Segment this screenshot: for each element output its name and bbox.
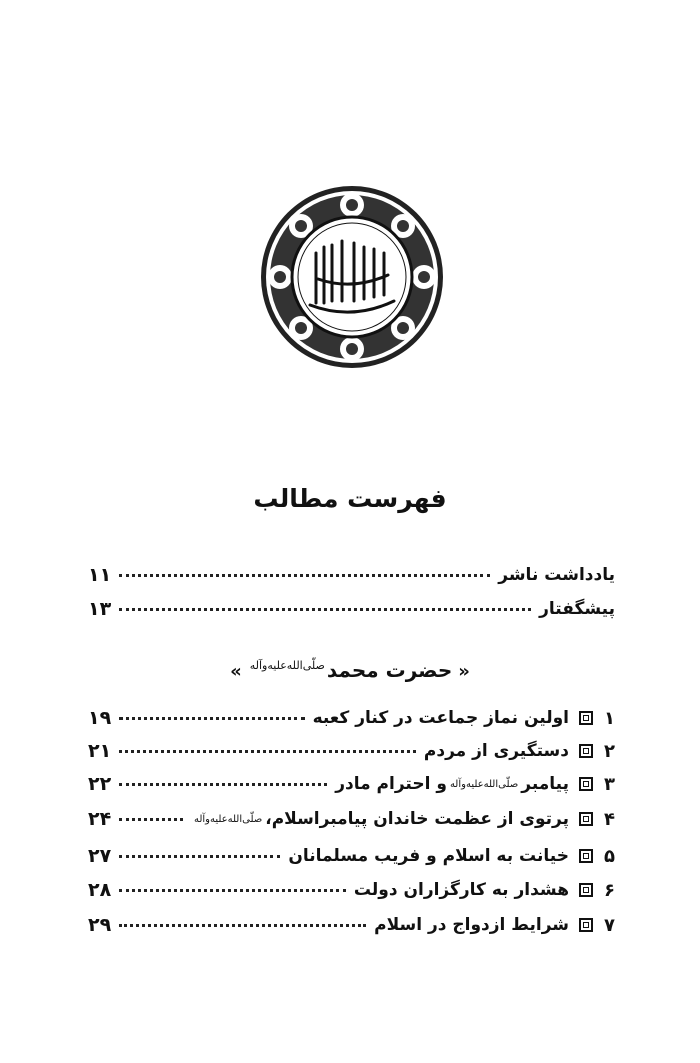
square-bullet-icon <box>579 812 593 826</box>
bismillah-medallion-icon <box>258 183 446 371</box>
leader-dots <box>119 717 304 720</box>
honorific-mark: صلّی‌الله‌علیه‌وآله <box>193 813 263 825</box>
leader-dots <box>119 818 183 821</box>
leader-dots <box>119 574 490 577</box>
square-bullet-icon <box>579 777 593 791</box>
entry-number: ۱ <box>604 707 615 729</box>
toc-entry-title: شرایط ازدواج در اسلام <box>374 915 569 935</box>
entry-number: ۷ <box>604 914 615 936</box>
section-heading <box>0 658 700 682</box>
toc-entry-title-cont: و احترام مادر <box>335 774 447 794</box>
toc-row[interactable] <box>88 736 615 766</box>
toc-row[interactable] <box>88 841 615 871</box>
square-bullet-icon <box>579 744 593 758</box>
toc-page-number: ۲۷ <box>88 845 112 867</box>
toc-entry-title: اولین نماز جماعت در کنار کعبه <box>312 708 569 728</box>
toc-entry-title: پیامبر <box>521 774 569 794</box>
toc-entry-title: دستگیری از مردم <box>423 741 569 761</box>
square-bullet-icon <box>579 918 593 932</box>
toc-row[interactable] <box>88 875 615 905</box>
entry-number: ۴ <box>604 808 615 830</box>
toc-entry-title: خیانت به اسلام و فریب مسلمانان <box>288 846 569 866</box>
toc-row-publisher-note[interactable] <box>88 560 615 590</box>
toc-page-number: ۲۴ <box>88 808 112 830</box>
toc-entry-title: پیشگفتار <box>539 599 615 619</box>
toc-entry-title: هشدار به کارگزاران دولت <box>353 880 569 900</box>
leader-dots <box>119 924 366 927</box>
toc-row[interactable] <box>88 910 615 940</box>
toc-row[interactable] <box>88 804 615 834</box>
square-bullet-icon <box>579 883 593 897</box>
page-title: فهرست مطالب <box>253 484 447 513</box>
honorific-mark: صلّی‌الله‌علیه‌وآله <box>249 659 325 673</box>
toc-entry-title: پرتوی از عظمت خاندان پیامبراسلام، <box>265 809 569 829</box>
leader-dots <box>119 608 531 611</box>
toc-page-number: ۲۱ <box>88 740 112 762</box>
square-bullet-icon <box>579 849 593 863</box>
entry-number: ۳ <box>604 773 615 795</box>
entry-number: ۵ <box>604 845 615 867</box>
leader-dots <box>119 783 327 786</box>
toc-page-number: ۲۹ <box>88 914 112 936</box>
toc-row[interactable] <box>88 703 615 733</box>
entry-number: ۶ <box>604 879 615 901</box>
toc-page-number: ۲۲ <box>88 773 112 795</box>
open-bracket: « <box>458 661 470 682</box>
toc-entry-title: یادداشت ناشر <box>498 565 615 585</box>
toc-page-number: ۱۹ <box>88 707 112 729</box>
close-bracket: » <box>230 661 242 682</box>
toc-page-number: ۲۸ <box>88 879 112 901</box>
square-bullet-icon <box>579 711 593 725</box>
leader-dots <box>119 855 280 858</box>
leader-dots <box>119 750 416 753</box>
toc-row[interactable] <box>88 769 615 799</box>
entry-number: ۲ <box>604 740 615 762</box>
toc-row-preface[interactable] <box>88 594 615 624</box>
leader-dots <box>119 889 346 892</box>
toc-page-number: ۱۳ <box>88 598 112 620</box>
toc-page-number: ۱۱ <box>88 564 112 586</box>
honorific-mark: صلّی‌الله‌علیه‌وآله <box>449 778 519 790</box>
section-title: حضرت محمد <box>326 658 453 682</box>
